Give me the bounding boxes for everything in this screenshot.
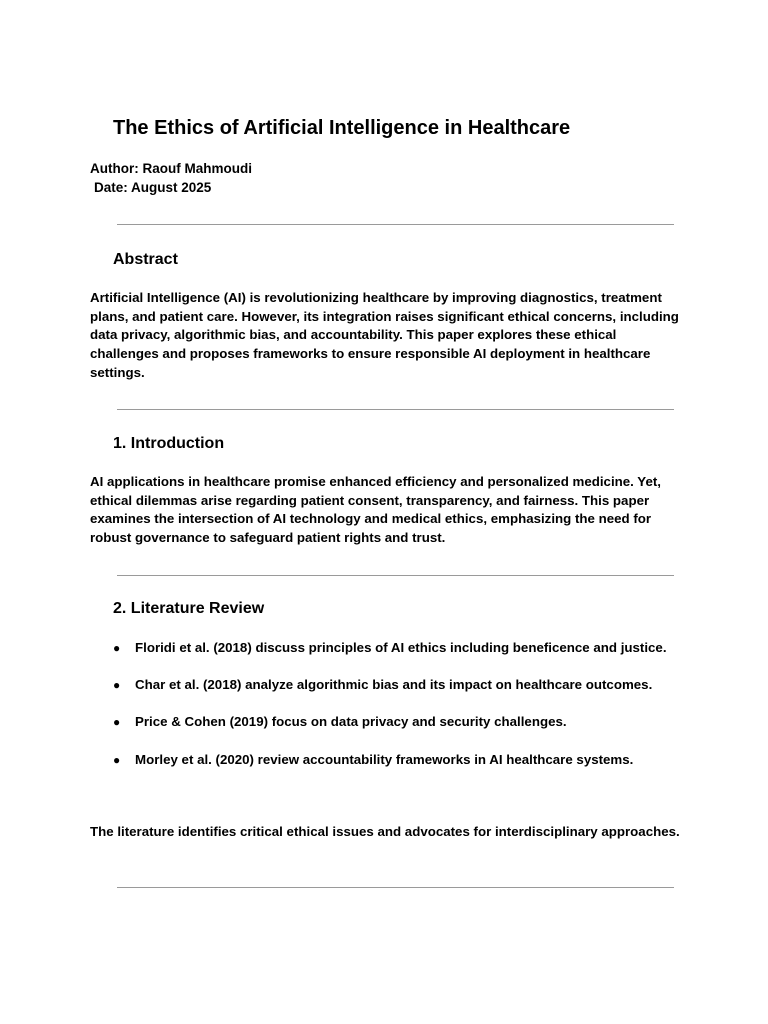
- literature-review-heading: 2. Literature Review: [113, 600, 265, 617]
- abstract-heading: Abstract: [113, 251, 178, 268]
- paper-title: The Ethics of Artificial Intelligence in Healthcare: [113, 117, 571, 139]
- section-divider: [117, 575, 674, 576]
- introduction-heading: 1. Introduction: [113, 435, 225, 452]
- bullet-icon: ●: [113, 641, 121, 655]
- section-divider: [117, 887, 674, 888]
- list-item-text: Morley et al. (2020) review accountability frameworks in AI healthcare systems.: [135, 751, 634, 767]
- bullet-icon: ●: [113, 752, 121, 767]
- introduction-text: AI applications in healthcare promise enhanced efficiency and personalized medicine. Yet, ethical dilemmas arise regarding patient consent, transparency, and fairness. This paper examines the intersection of AI technology and medical ethics, emphasizing the need for robust governance to safeguard patient rights and trust.: [90, 474, 661, 546]
- section-divider: [117, 409, 674, 410]
- bullet-icon: ●: [113, 678, 121, 693]
- abstract-text: Artificial Intelligence (AI) is revolutionizing healthcare by improving diagnostics, treatment plans, and patient care. However, its integration raises significant ethical concerns, including data privacy, algorithmic bias, and accountability. This paper explores these ethical challenges and proposes frameworks to ensure responsible AI deployment in healthcare settings.: [90, 290, 679, 380]
- bullet-icon: ●: [113, 715, 121, 730]
- section-divider: [117, 224, 674, 225]
- literature-review-summary: The literature identifies critical ethical issues and advocates for interdisciplinary approaches.: [90, 824, 680, 839]
- list-item: [113, 639, 683, 658]
- date-line: Date: August 2025: [94, 180, 212, 195]
- list-item-text: Floridi et al. (2018) discuss principles of AI ethics including beneficence and justice.: [135, 640, 667, 655]
- list-item-text: Price & Cohen (2019) focus on data privacy and security challenges.: [135, 714, 567, 730]
- list-item: [113, 676, 683, 695]
- list-item-text: Char et al. (2018) analyze algorithmic bias and its impact on healthcare outcomes.: [135, 677, 653, 693]
- author-line: Author: Raouf Mahmoudi: [90, 161, 252, 176]
- list-item: [113, 751, 683, 770]
- literature-review-list: [113, 639, 683, 788]
- list-item: [113, 713, 683, 732]
